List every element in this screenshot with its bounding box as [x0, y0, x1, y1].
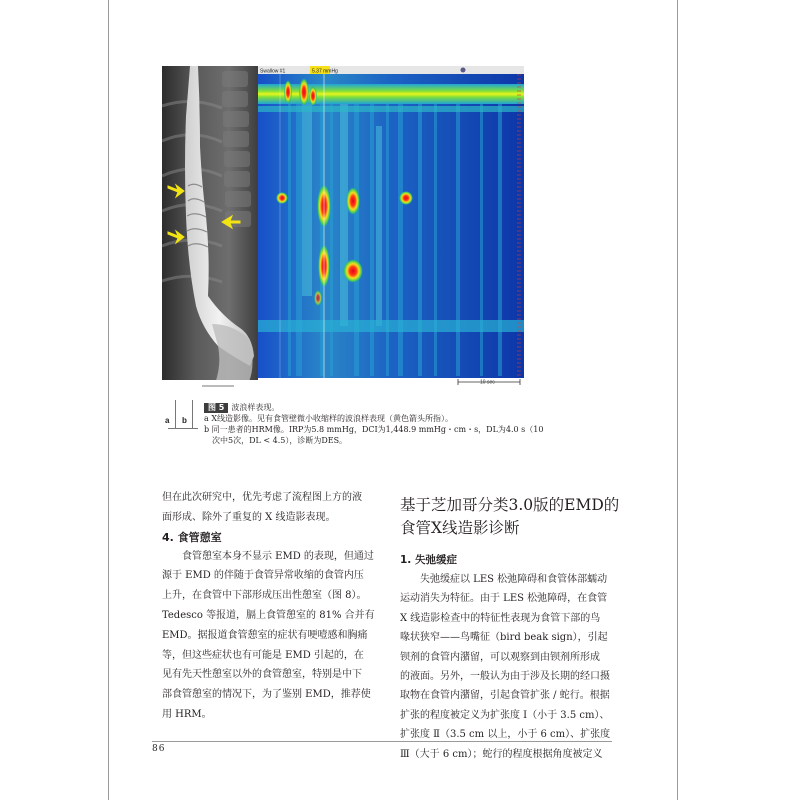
section-title — [400, 494, 622, 540]
paragraph-line: 失弛缓症以 LES 松弛障碍和食管体部蠕动 — [400, 574, 608, 585]
hrm-timescale: 10 sec — [480, 379, 495, 386]
paragraph-line: EMD。据报道食管憩室的症状有哽噎感和胸痛 — [162, 629, 368, 641]
paragraph-line: 等，但这些症状也有可能是 EMD 引起的，在 — [162, 649, 364, 661]
paragraph-line: 扩张的程度被定义为扩张度 Ⅰ（小于 3.5 cm）、 — [400, 709, 610, 721]
figure-caption — [204, 402, 544, 446]
caption-divider — [192, 400, 193, 428]
section-title-line: 基于芝加哥分类3.0版的EMD的 — [400, 496, 620, 514]
xray-image — [162, 66, 258, 400]
paragraph-line: 喙状狭窄——鸟嘴征（bird beak sign），引起 — [400, 632, 608, 644]
paragraph-line: 运动消失为特征。由于 LES 松弛障碍，在食管 — [400, 593, 608, 605]
caption-divider — [175, 400, 176, 428]
paragraph-line: Ⅲ（大于 6 cm）；蛇行的程度根据角度被定义 — [400, 748, 603, 760]
paragraph-line: 的液面。另外，一般认为由于涉及长期的经口摄 — [400, 671, 610, 683]
settings-icon[interactable] — [461, 68, 466, 73]
paragraph-line: 上升，在食管中下部形成压出性憩室（图 8）。 — [162, 590, 367, 602]
paragraph-line: Tedesco 等报道，膈上食管憩室的 81% 合并有 — [162, 609, 375, 621]
paragraph-line: 用 HRM。 — [162, 708, 212, 720]
paragraph-line: 见有先天性憩室以外的食管憩室，特别是中下 — [162, 669, 362, 681]
paragraph-line: 面形成、除外了重复的 X 线造影表现。 — [162, 511, 336, 523]
paragraph-line: 钡剂的食管内潴留，可以观察到由钡剂所形成 — [400, 651, 600, 663]
hrm-plot — [258, 66, 524, 378]
caption-a: a X线造影像。见有食管壁微小收缩样的波浪样表现（黄色箭头所指）。 — [204, 414, 454, 423]
left-column — [162, 488, 382, 725]
section-heading-diverticulum: 4. 食管憩室 — [162, 530, 222, 544]
paragraph-line: 部食管憩室的情况下，为了鉴别 EMD，推荐使 — [162, 689, 371, 701]
section-title-line: 食管X线造影诊断 — [400, 519, 520, 537]
paragraph-line: 源于 EMD 的伴随于食管异常收缩的食管内压 — [162, 570, 364, 582]
hrm-header-label: Swallow #1 — [260, 68, 286, 75]
paragraph-line: 但在此次研究中，优先考虑了流程图上方的液 — [162, 492, 362, 503]
caption-b-line1: b 同一患者的HRM像。IRP为5.8 mmHg，DCI为1,448.9 mmHg・cm・s，DL为4.0 s（10 — [204, 425, 544, 434]
hrm-header-value: 5.37 mmHg — [312, 68, 338, 75]
sub-heading-achalasia: 1. 失弛缓症 — [400, 554, 457, 566]
panel-letter-a: a — [165, 416, 170, 425]
caption-title: 波浪样表现。 — [231, 403, 280, 412]
caption-b-line2: 次中5次，DL < 4.5），诊断为DES。 — [212, 436, 348, 445]
caption-divider — [168, 428, 198, 429]
footer-rule — [152, 741, 612, 742]
paragraph-line: X 线造影检查中的特征性表现为食管下部的鸟 — [400, 612, 601, 624]
right-column — [400, 494, 622, 764]
hrm-timescale-bar — [258, 378, 524, 400]
figure-badge: 图 5 — [204, 403, 228, 413]
paragraph-line: 取物在食管内潴留，引起食管扩张 / 蛇行。根据 — [400, 690, 610, 702]
panel-letter-b: b — [182, 416, 187, 425]
page-number: 86 — [152, 744, 166, 754]
paragraph-line: 扩张度 Ⅱ（3.5 cm 以上，小于 6 cm）、扩张度 — [400, 729, 611, 741]
paragraph-line: 食管憩室本身不显示 EMD 的表现，但通过 — [162, 550, 374, 562]
